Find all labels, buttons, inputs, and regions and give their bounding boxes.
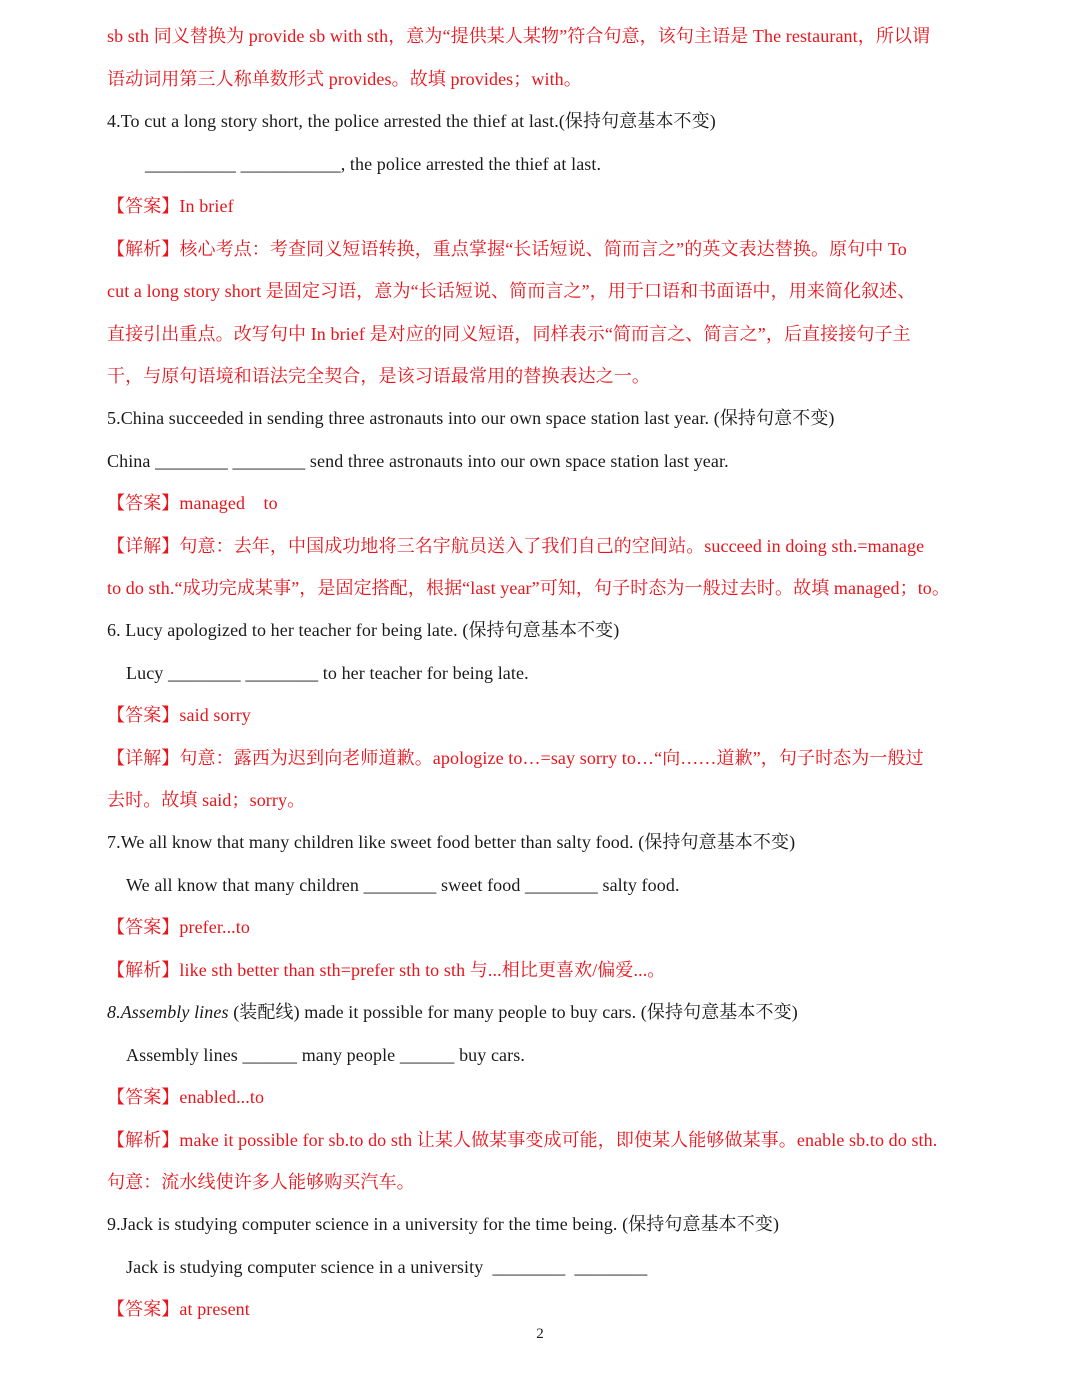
explanation-line: cut a long story short 是固定习语，意为“长话短说、简而言之”，用于口语和书面语中，用来简化叙述、 xyxy=(107,281,916,301)
explanation-line: 句意：流水线使许多人能够购买汽车。 xyxy=(107,1172,415,1192)
explanation-line: 【详解】句意：去年，中国成功地将三名宇航员送入了我们自己的空间站。succeed in doing sth.=manage xyxy=(107,536,925,556)
blank-line-4: __________ ___________, the police arrested the thief at last. xyxy=(145,154,602,174)
question-6: 6. Lucy apologized to her teacher for being late. (保持句意基本不变) xyxy=(107,620,620,640)
answer-6: 【答案】said sorry xyxy=(107,705,251,725)
question-8-gloss: (装配线) xyxy=(228,1002,300,1022)
question-7: 7.We all know that many children like sweet food better than salty food. (保持句意基本不变) xyxy=(107,832,796,852)
question-8-italic: 8.Assembly lines xyxy=(107,1002,229,1022)
question-9: 9.Jack is studying computer science in a university for the time being. (保持句意基本不变) xyxy=(107,1214,780,1234)
explanation-line: 【解析】核心考点：考查同义短语转换，重点掌握“长话短说、简而言之”的英文表达替换。原句中 To xyxy=(107,239,907,259)
answer-9: 【答案】at present xyxy=(107,1299,250,1319)
explanation-line: 干，与原句语境和语法完全契合，是该习语最常用的替换表达之一。 xyxy=(107,366,650,386)
question-8 xyxy=(107,1000,977,1024)
explanation-line: 【解析】make it possible for sb.to do sth 让某人做某事变成可能，即使某人能够做某事。enable sb.to do sth. xyxy=(107,1130,938,1150)
question-5: 5.China succeeded in sending three astronauts into our own space station last year. (保持句意不变) xyxy=(107,408,835,428)
page-number: 2 xyxy=(536,1326,544,1342)
explanation-line: 直接引出重点。改写句中 In brief 是对应的同义短语，同样表示“简而言之、简言之”，后直接接句子主 xyxy=(107,324,911,344)
explanation-line: to do sth.“成功完成某事”，是固定搭配，根据“last year”可知，句子时态为一般过去时。故填 managed；to。 xyxy=(107,578,950,598)
question-4: 4.To cut a long story short, the police arrested the thief at last.(保持句意基本不变) xyxy=(107,111,716,131)
blank-line-7: We all know that many children ________ sweet food ________ salty food. xyxy=(126,875,680,895)
blank-line-8: Assembly lines ______ many people ______ buy cars. xyxy=(126,1045,525,1065)
explanation-line: 【详解】句意：露西为迟到向老师道歉。apologize to…=say sorry to…“向……道歉”，句子时态为一般过 xyxy=(107,748,924,768)
question-8-rest: made it possible for many people to buy cars. (保持句意基本不变) xyxy=(299,1002,798,1022)
blank-line-9: Jack is studying computer science in a university ________ ________ xyxy=(126,1257,648,1277)
explanation-line: 去时。故填 said；sorry。 xyxy=(107,790,306,810)
explanation-line: 【解析】like sth better than sth=prefer sth to sth 与...相比更喜欢/偏爱...。 xyxy=(107,960,666,980)
answer-8: 【答案】enabled...to xyxy=(107,1087,265,1107)
answer-5: 【答案】managed to xyxy=(107,493,278,513)
blank-line-6: Lucy ________ ________ to her teacher for being late. xyxy=(126,663,529,683)
answer-7: 【答案】prefer...to xyxy=(107,917,250,937)
answer-4: 【答案】In brief xyxy=(107,196,234,216)
explanation-line: sb sth 同义替换为 provide sb with sth，意为“提供某人某物”符合句意，该句主语是 The restaurant，所以谓 xyxy=(107,26,931,46)
explanation-line: 语动词用第三人称单数形式 provides。故填 provides；with。 xyxy=(107,69,582,89)
blank-line-5: China ________ ________ send three astronauts into our own space station last year. xyxy=(107,451,729,471)
